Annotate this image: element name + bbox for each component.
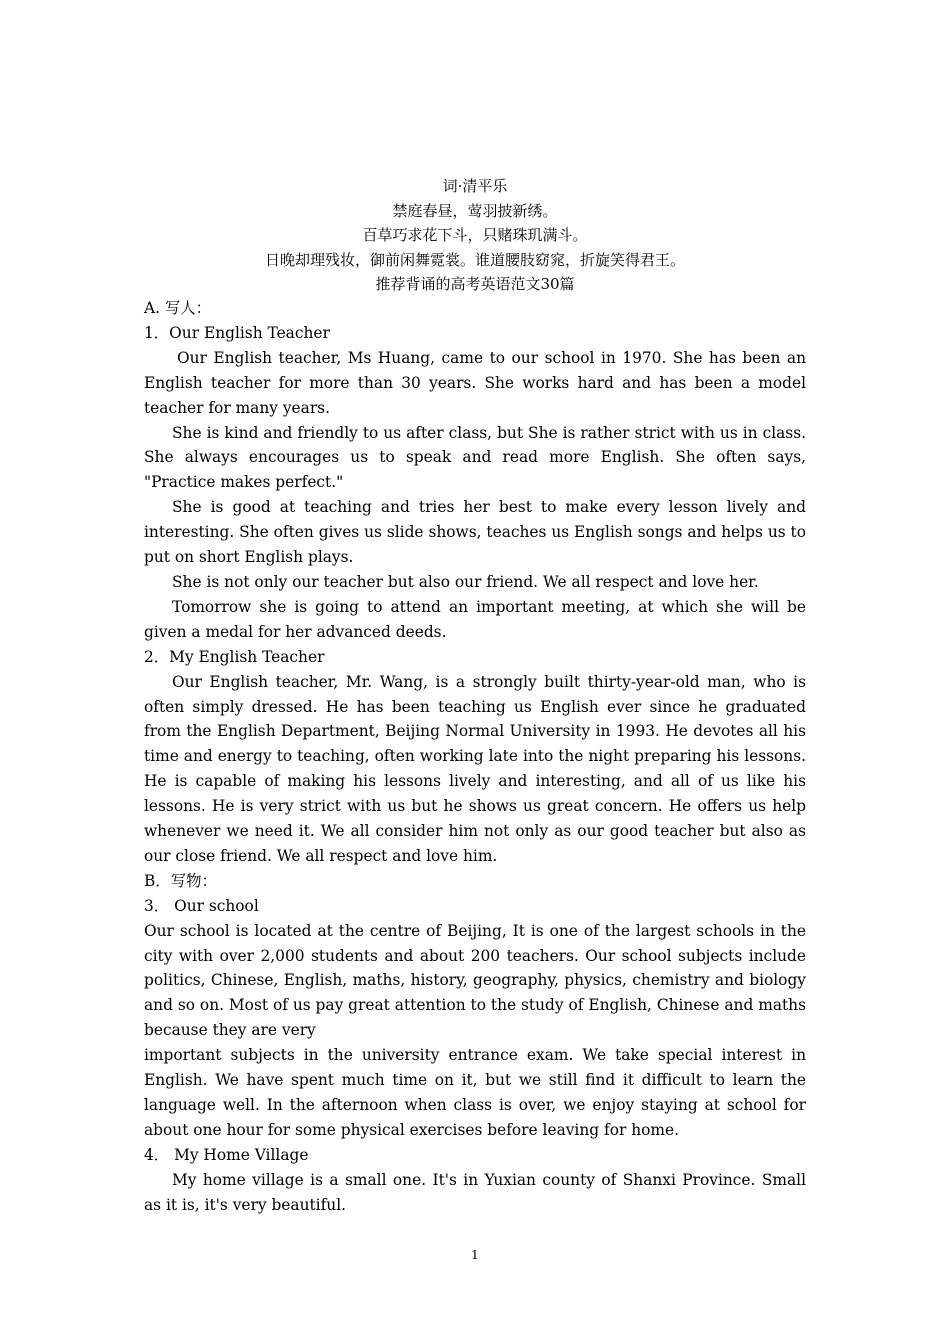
poem-block xyxy=(144,174,806,297)
essay-title: 4． My Home Village xyxy=(144,1145,309,1164)
page-number: 1 xyxy=(471,1248,479,1262)
poem-line: 日晚却理残妆，御前闲舞霓裳。谁道腰肢窈窕，折旋笑得君王。 xyxy=(264,250,685,269)
poem-line: 禁庭春昼，莺羽披新绣。 xyxy=(392,201,558,220)
section-heading-a: A. 写人： xyxy=(144,299,212,317)
essay-paragraph: Our school is located at the centre of Beijing, It is one of the largest schools in the city with over 2,000 students and about 200 teachers. Our school subjects include politics, Chinese, English, maths, history, geography, physics, chemistry and biology and so on. Most of us pay great attention to the study of English, Chinese and maths because they are very xyxy=(144,921,806,1040)
essay-paragraph: She is kind and friendly to us after class, but She is rather strict with us in class. She always encourages us to speak and read more English. She often says, "Practice makes perfect." xyxy=(144,423,806,492)
essay-paragraph: Our English teacher, Ms Huang, came to our school in 1970. She has been an English teacher for more than 30 years. She works hard and has been a model teacher for many years. xyxy=(144,348,806,417)
essay-paragraph: Tomorrow she is going to attend an important meeting, at which she will be given a medal for her advanced deeds. xyxy=(144,597,806,641)
essay-paragraph: important subjects in the university entrance exam. We take special interest in English. We have spent much time on it, but we still find it difficult to learn the language well. In the afternoon when class is over, we enjoy staying at school for about one hour for some physical exercises before leaving for home. xyxy=(144,1046,806,1139)
collection-title: 推荐背诵的高考英语范文30篇 xyxy=(375,275,575,293)
essay-body xyxy=(144,296,806,1218)
poem-line: 百草巧求花下斗，只赌珠玑满斗。 xyxy=(362,226,588,244)
essay-title: 1．Our English Teacher xyxy=(144,323,330,342)
essay-paragraph: She is good at teaching and tries her best to make every lesson lively and interesting. She often gives us slide shows, teaches us English songs and helps us to put on short English plays. xyxy=(144,498,806,567)
essay-title: 3． Our school xyxy=(144,896,259,915)
poem-title: 词·清平乐 xyxy=(442,177,508,195)
essay-paragraph: Our English teacher, Mr. Wang, is a strongly built thirty-year-old man, who is often simply dressed. He has been teaching us English ever since he graduated from the English Department, Beijing Normal University in 1993. He devotes all his time and energy to teaching, often working late into the night preparing his lessons. He is capable of making his lessons lively and interesting, and all of us like his lessons. He is very strict with us but he shows us great concern. He offers us help whenever we need it. We all consider him not only as our good teacher but also as our close friend. We all respect and love him. xyxy=(144,672,806,865)
section-heading-b: B．写物： xyxy=(144,871,217,890)
essay-paragraph: She is not only our teacher but also our friend. We all respect and love her. xyxy=(172,572,759,591)
essay-paragraph: My home village is a small one. It's in Yuxian county of Shanxi Province. Small as it is, it's very beautiful. xyxy=(144,1170,806,1214)
essay-title: 2．My English Teacher xyxy=(144,647,325,666)
